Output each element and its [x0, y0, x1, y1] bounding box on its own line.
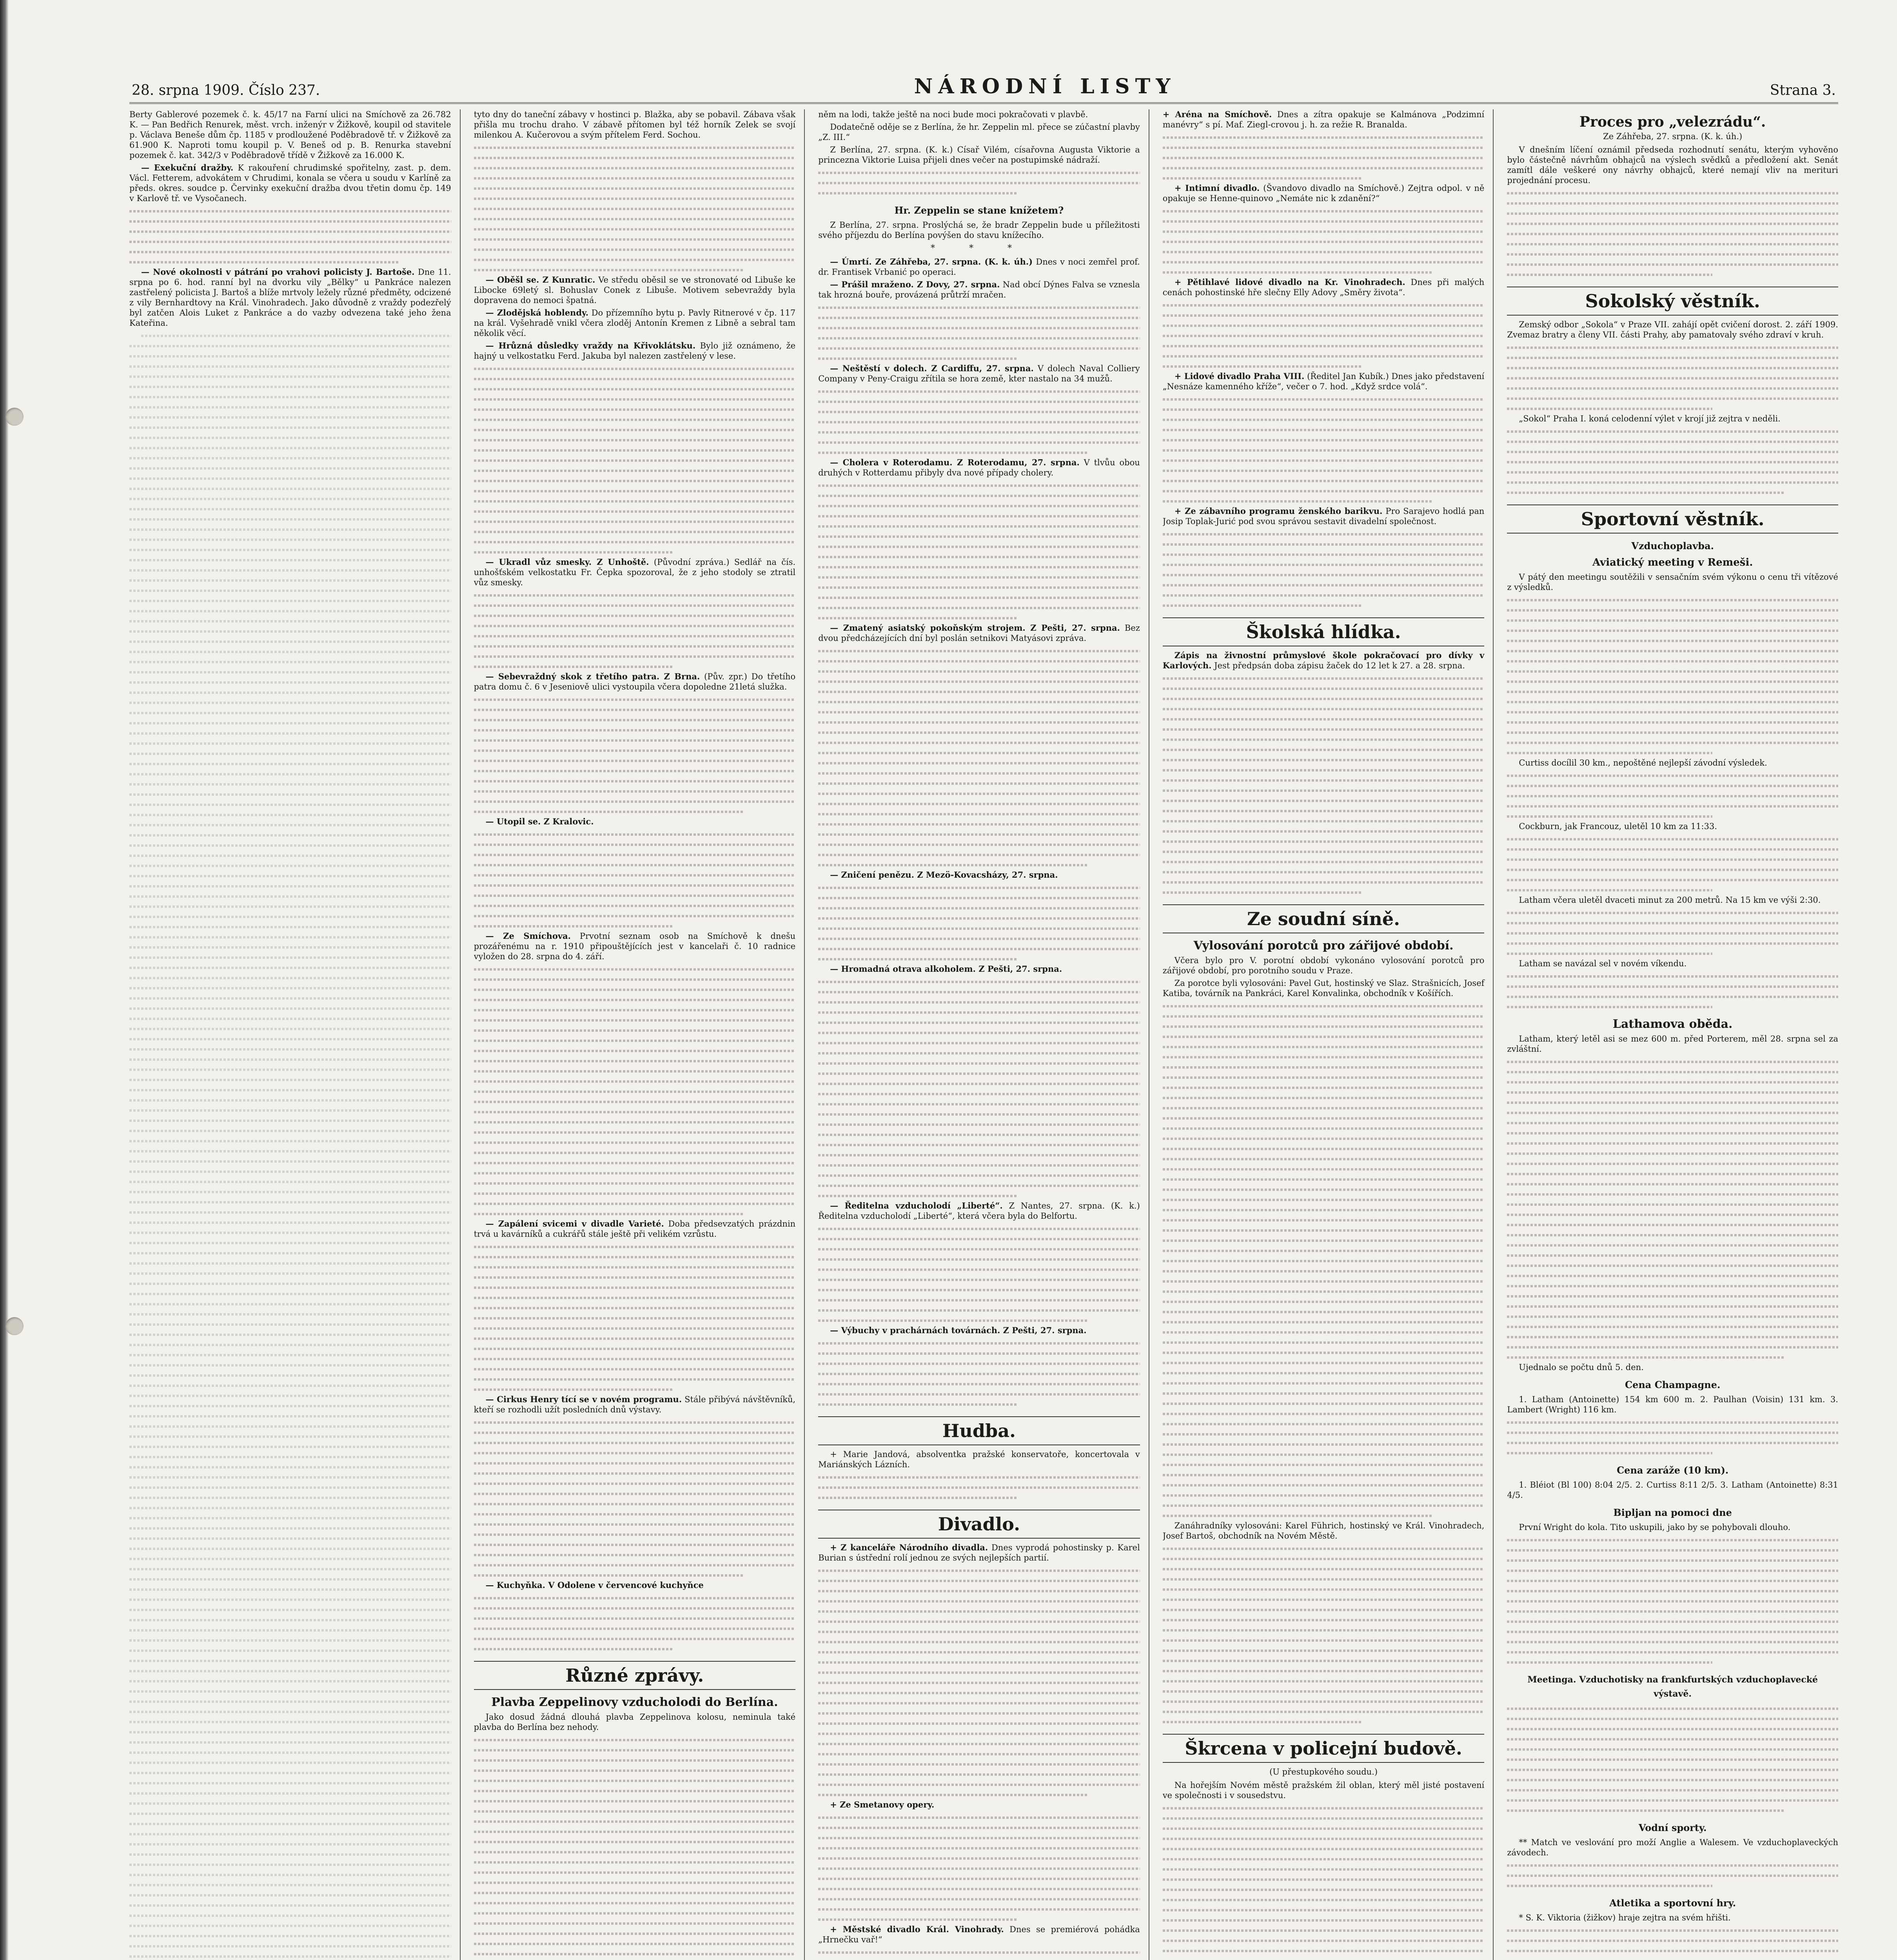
section-heading: Školská hlídka. [1163, 617, 1485, 646]
article-subtitle: Ze Záhřeba, 27. srpna. (K. k. úh.) [1603, 132, 1743, 141]
article-text: Bez dvou předcházejících dní byl poslán setnikovi Matyásovi zpráva. [818, 623, 1140, 643]
article-text: Na hořejším Novém městě pražském žil oblan, který měl jisté postavení ve společnosti i v sousedstvu. [1162, 1780, 1485, 1800]
section-heading: Různé zprávy. [474, 1661, 796, 1690]
section-heading: Divadlo. [818, 1510, 1140, 1539]
article-title: Hr. Zeppelin se stane knížetem? [894, 205, 1064, 216]
article-title: Cena Champagne. [1625, 1379, 1721, 1390]
article-heading: + Ze zábavního programu ženského barikvu. [1174, 506, 1383, 516]
article-text: První Wright do kola. Tito uskupili, jako by se pohybovali dlouho. [1519, 1523, 1791, 1532]
article-heading: — Prášil mraženo. Z Dovy, 27. srpna. [830, 279, 1000, 289]
article-heading: — Zmatený asiatský pokoňským strojem. Z Pešti, 27. srpna. [830, 623, 1120, 633]
article-heading: + Z kanceláře Národního divadla. [830, 1543, 988, 1552]
article-text: Ujednalo se počtu dnů 5. den. [1519, 1363, 1644, 1372]
column-2 [474, 109, 805, 1960]
article-text: Dne 11. srpna po 6. hod. ranní byl na dvorku vily „Bělky“ u Pankráce nalezen zastřelený policista J. Bartoš a blíže mrtvoly ležely různé předměty, odcizené z vily Bernhardtovy na Král. Vinohradech. Jako důvodně z vraždy podezřelý byl zatčen Alois Luket z Pankráce a do vazby odvezena také jeho žena Kateřina. [129, 267, 451, 328]
body-text-filler [129, 330, 451, 1960]
article-text: 1. Latham (Antoinette) 154 km 600 m. 2. Paulhan (Voisin) 131 km. 3. Lambert (Wright) 116 km. [1507, 1395, 1838, 1414]
article-text: Latham se navázal sel v novém víkendu. [1519, 959, 1687, 968]
article-title: Vodní sporty. [1638, 1822, 1707, 1833]
column-5 [1507, 109, 1838, 1960]
article-title: Vylosování porotců pro zářijové období. [1193, 939, 1454, 953]
article-text: + Marie Jandová, absolventka pražské konservatoře, koncertovala v Mariánských Lázních. [818, 1450, 1140, 1469]
article-text: Curtiss docílil 30 km., nepoštěné nejlepší závodní výsledek. [1519, 758, 1767, 768]
article-text: Jako dosud žádná dlouhá plavba Zeppelinova kolosu, neminula také plavba do Berlína bez nehody. [474, 1712, 796, 1732]
column-3 [818, 109, 1149, 1960]
article-text: Zemský odbor „Sokola“ v Praze VII. zahájí opět cvičení dorost. 2. září 1909. Zvemaz bratry a členy VII. části Prahy, aby pamatovaly svého zdraví v kruh. [1507, 320, 1838, 339]
article-title: Atletika a sportovní hry. [1609, 1897, 1736, 1909]
section-heading: Škrcena v policejní budově. [1163, 1734, 1485, 1763]
article-heading: — Sebevraždný skok z třetího patra. Z Brna. [485, 671, 700, 681]
article-text: Do přízemního bytu p. Pavly Ritnerové v čp. 117 na král. Vyšehradě vnikl včera zloděj Antonín Kremen z Libně a sebral tam několik věcí. [474, 308, 796, 338]
article-text: Berty Gablerové pozemek č. k. 45/17 na Farní ulici na Smíchově za 26.782 K. — Pan Bedřich Renurek, měst. vrch. inženýr v Žižkově, koupil od stavitele p. Václava Beneše dům čp. 1185 v prodloužené Poděbradově tř. v Žižkově za 61.900 K. Naproti tomu koupil p. V. Beneš od p. B. Renurka stavební pozemek č. kat. 342/3 v Poděbradově třídě v Žižkově za 16.000 K. [129, 110, 451, 160]
article-heading: — Zlodějská hoblendy. [485, 308, 589, 318]
article-text: Dodatečně oděje se z Berlína, že hr. Zeppelin ml. přece se zúčastní plavby „Z. III.“ [818, 122, 1140, 142]
article-heading: — Cirkus Henry tící se v novém programu. [485, 1394, 682, 1404]
article-heading: — Zapálení svicemi v divadle Varieté. [485, 1219, 664, 1229]
article-text: Stále přibývá návštěvníků, kteří se rozhodli užít posledních dnů výstavy. [474, 1395, 796, 1414]
article-text: V dolech Naval Colliery Company v Peny-Craigu zřítila se hora země, kter nastalo na 34 mužů. [818, 364, 1140, 383]
article-heading: — Kuchyňka. V Odolene v červencové kuchyňce [485, 1580, 704, 1590]
article-text: Cockburn, jak Francouz, uletěl 10 km za 11:33. [1519, 822, 1717, 831]
article-title: Aviatický meeting v Remeši. [1592, 557, 1753, 568]
article-text: V dnešním líčení oznámil předseda rozhodnutí senátu, kterým vyhověno bylo částečně návrhům obhajců na výslech svědků a předložení akt. Senát zamítl dále veškeré ony návrhy obhajců, které nemají vliv na merituri projednání procesu. [1507, 145, 1838, 185]
article-text: V pátý den meetingu soutěžili v sensačním svém výkonu o cenu tři vítězové z výsledků. [1507, 572, 1838, 592]
column-4 [1163, 109, 1494, 1960]
section-heading: Sportovní věstník. [1507, 505, 1838, 534]
article-heading: + Intimní divadlo. [1174, 183, 1260, 193]
article-heading: — Ukradl vůz smesky. Z Unhoště. [485, 557, 649, 567]
section-heading: Ze soudní síně. [1163, 904, 1485, 933]
article-text: Prvotní seznam osob na Smíchově k dnešu prozářenému na r. 1910 připouštějících jest v kancelaři č. 10 radnice vyložen do 28. srpna do 4. září. [474, 931, 796, 961]
article-text: Z Berlína, 27. srpna. (K. k.) Císař Vilém, císařovna Augusta Viktorie a princezna Viktorie Luisa přijeli dnes večer na postupimské nádraží. [818, 145, 1140, 165]
columns [129, 109, 1838, 1960]
article-heading: + Městské divadlo Král. Vinohrady. [830, 1924, 1004, 1934]
article-heading: + Aréna na Smíchově. [1162, 109, 1272, 119]
article-text: Nad obcí Dýnes Falva se vznesla tak hrozná bouře, provázená průtrží mračen. [818, 280, 1140, 299]
article-text: Dnes a zítra opakuje se Kalmánova „Podzimní manévry“ s pí. Maf. Ziegl-crovou j. h. za režie R. Branalda. [1162, 110, 1485, 129]
article-title: Proces pro „velezrádu“. [1579, 114, 1766, 130]
article-heading: — Neštěstí v dolech. Z Cardiffu, 27. srpna. [830, 363, 1034, 373]
article-text: Latham, který letěl asi se mez 600 m. před Porterem, měl 28. srpna sel za zvláštní. [1507, 1034, 1838, 1054]
article-heading: + Ze Smetanovy opery. [830, 1800, 935, 1809]
article-heading: — Zničení penězu. Z Mezö-Kovacsházy, 27. srpna. [830, 870, 1058, 880]
separator-stars: * * * [930, 243, 1027, 253]
article-text: Bylo již oznámeno, že hajný u velkostatku Ferd. Jakuba byl nalezen zastřelený v lese. [474, 341, 796, 361]
binding-hole [5, 1317, 24, 1335]
article-text: (Pův. zpr.) Do třetího patra domu č. 6 v Jeseniově ulici vystoupila včera dopoledne 21letá služka. [474, 672, 796, 691]
article-heading: + Pětihlavé lidové divadlo na Kr. Vinohradech. [1174, 277, 1405, 287]
column-1 [129, 109, 461, 1960]
article-title: Cena zaráže (10 km). [1617, 1465, 1729, 1476]
article-text: * S. K. Viktoria (žižkov) hraje zejtra na svém hřišti. [1519, 1913, 1731, 1922]
article-title: Plavba Zeppelinovy vzducholodi do Berlína. [491, 1695, 778, 1709]
article-heading: — Exekuční dražby. [141, 163, 234, 172]
article-text: Pro Sarajevo hodlá pan Josip Toplak-Jurić pod svou správou sestavit divadelní společnost. [1162, 506, 1485, 526]
article-heading: — Cholera v Roterodamu. Z Roterodamu, 27. srpna. [830, 457, 1080, 467]
article-text: Z Nantes, 27. srpna. (K. k.) Ředitelna vzducholodí „Liberté“, která včera byla do Belfortu. [818, 1201, 1140, 1221]
article-text: „Sokol“ Praha I. koná celodenní výlet v krojí již zejtra v neděli. [1519, 414, 1781, 423]
article-text: tyto dny do taneční zábavy v hostinci p. Blažka, aby se pobavil. Zábava však přišla mu trochu draho. V zábavě přítomen byl též horník Zelek se svojí milenkou A. Kučerovou a svým přítelem Ferd. Sochou. [474, 110, 796, 140]
article-text: (Původní zpráva.) Sedlář na čís. unhošťském velkostatku Fr. Čepka spozoroval, že z jeho stodoly se ztratil vůz smesky. [474, 557, 796, 587]
article-heading: — Úmrtí. Ze Záhřeba, 27. srpna. (K. k. úh.) [830, 257, 1033, 267]
article-text: Dnes při malých cenách pohostinské hře slečny Elly Adovy „Směry života“. [1162, 278, 1485, 297]
article-text: Z Berlína, 27. srpna. Proslýchá se, že bradr Zeppelin bude u příležitosti svého příjezdu do Berlína povýšen do stavu knížecího. [818, 220, 1140, 240]
article-text: Za porotce byli vylosováni: Pavel Gut, hostinský ve Slaz. Strašnicích, Josef Katiba, továrník na Pankráci, Karel Konvalinka, obchodník v Košířích. [1162, 978, 1485, 998]
article-text: 1. Bléiot (Bl 100) 8:04 2/5. 2. Curtiss 8:11 2/5. 3. Latham (Antoinette) 8:31 4/5. [1507, 1480, 1838, 1500]
article-text: ** Match ve veslování pro moží Anglie a Walesem. Ve vzduchoplaveckých závodech. [1507, 1838, 1838, 1857]
article-text: (Ředitel Jan Kubík.) Dnes jako představení „Nesnáze kamenného kříže“, večer o 7. hod. „Když srdce volá“. [1162, 372, 1485, 391]
article-heading: — Hromadná otrava alkoholem. Z Pešti, 27. srpna. [830, 964, 1062, 974]
article-heading: — Nové okolnosti v pátrání po vrahovi policisty J. Bartoše. [141, 267, 415, 277]
article-text: V tlvůu obou druhých v Rotterdamu přibyly dva nové případy cholery. [818, 458, 1140, 477]
article-text: Ve středu oběsil se ve stronovaté od Libuše ke Libocke 69letý sl. Bohuslav Conek z Libuše. Motivem sebevraždy byla dopravena do nemoci špatná. [474, 275, 796, 305]
article-heading: — Ze Smíchova. [485, 931, 571, 941]
article-text: Jest předpsán doba zápisu žaček do 12 let k 27. a 28. srpna. [1214, 661, 1465, 670]
article-heading: — Utopil se. Z Kralovic. [485, 817, 594, 826]
article-text: (Švandovo divadlo na Smíchově.) Zejtra odpol. v ně opakuje se Henne-quinovo „Nemáte nic k zdanění?“ [1162, 183, 1485, 203]
masthead [129, 74, 1838, 104]
section-heading: Sokolský věstník. [1507, 287, 1838, 316]
article-title: Bipljan na pomoci dne [1613, 1507, 1732, 1518]
article-title: Vzduchoplavba. [1631, 540, 1714, 552]
article-text: Dnes vyprodá pohostinsky p. Karel Burian s ústřední rolí jednou ze svých nejlepších partií. [818, 1543, 1140, 1563]
article-text: Latham včera uletěl dvaceti minut za 200 metrů. Na 15 km ve výši 2:30. [1519, 895, 1821, 905]
article-text: K rakouření chrudimské spořitelny, zast. p. dem. Václ. Fetterem, advokátem v Chrudimi, konala se včera u soudu v Karlíně za předs. okres. soudce p. Červinky exekuční dražba dvou třetin domu čp. 149 v Karlově tř. ve Vysočanech. [129, 163, 451, 203]
article-text: Doba předsevzatých prázdnin trvá u kavárníků a cukrářů stále ještě při velikém vzrůstu. [474, 1219, 796, 1239]
article-text: Dnes se premiérová pohádka „Hrnečku vař!“ [818, 1925, 1140, 1944]
article-title: Lathamova oběda. [1612, 1017, 1733, 1031]
newspaper-title: NÁRODNÍ LISTY [914, 74, 1176, 98]
article-heading: — Ředitelna vzducholodí „Liberté“. [830, 1201, 1003, 1210]
article-text: Zanáhradníky vylosováni: Karel Führich, hostinský ve Král. Vinohradech, Josef Bartoš, obchodník na Novém Městě. [1162, 1521, 1485, 1541]
article-text: Včera bylo pro V. porotní období vykonáno vylosování porotců pro zářijové období, pro porotního soudu v Praze. [1162, 956, 1485, 975]
article-title: Meetinga. Vzduchotisky na frankfurtských vzduchoplavecké výstavě. [1527, 1675, 1818, 1699]
article-heading: — Výbuchy v prachárnách továrnách. Z Pešti, 27. srpna. [830, 1325, 1087, 1335]
section-heading: Hudba. [818, 1416, 1140, 1445]
article-text: něm na lodi, takže ještě na noci bude moci pokračovati v plavbě. [818, 110, 1088, 119]
article-heading: + Lidové divadlo Praha VIII. [1174, 371, 1305, 381]
article-heading: Zápis na živnostní průmyslové škole pokračovací pro dívky v Karlových. [1162, 650, 1485, 670]
page-number: Strana 3. [1770, 82, 1836, 98]
article-subtitle: (U přestupkového soudu.) [1269, 1767, 1378, 1777]
article-text: Dnes v noci zemřel prof. dr. Frantisek Vrbanić po operaci. [818, 257, 1140, 277]
issue-date: 28. srpna 1909. Číslo 237. [132, 82, 320, 98]
binding-hole [5, 408, 24, 426]
article-heading: — Oběšl se. Z Kunratic. [485, 275, 595, 285]
article-heading: — Hrůzná důsledky vraždy na Křivoklátsku. [485, 341, 696, 350]
